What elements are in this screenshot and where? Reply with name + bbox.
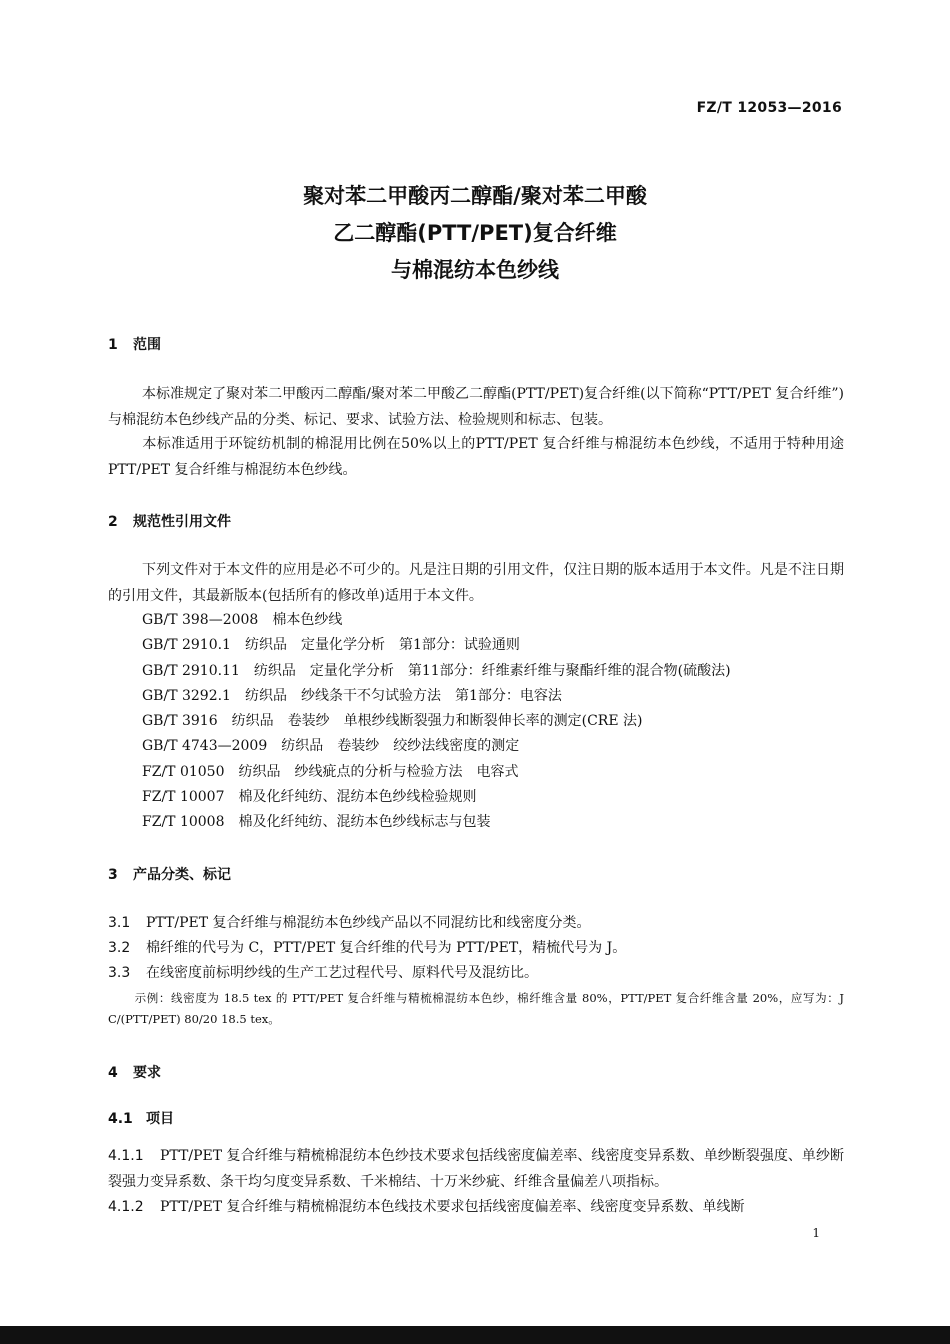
scan-edge-bar [0, 1326, 950, 1344]
clause-3-1: 3.1 PTT/PET 复合纤维与棉混纺本色纱线产品以不同混纺比和线密度分类。 [108, 915, 591, 931]
section-1-paragraph-1: 本标准规定了聚对苯二甲酸丙二醇酯/聚对苯二甲酸乙二醇酯(PTT/PET)复合纤维(以下简称“PTT/PET 复合纤维”)与棉混纺本色纱线产品的分类、标记、要求、试验方法、检验规则和标志、包装。 [108, 386, 844, 428]
section-3-heading: 3 产品分类、标记 [108, 867, 231, 883]
reference-item: GB/T 2910.1 纺织品 定量化学分析 第1部分：试验通则 [142, 637, 520, 654]
title-line-3: 与棉混纺本色纱线 [391, 258, 559, 282]
normative-reference-list [142, 608, 852, 836]
page-number: 1 [812, 1226, 820, 1240]
reference-item: FZ/T 10007 棉及化纤纯纺、混纺本色纱线检验规则 [142, 789, 477, 806]
title-line-1: 聚对苯二甲酸丙二醇酯/聚对苯二甲酸 [303, 184, 647, 208]
document-title [0, 178, 950, 289]
reference-item: FZ/T 01050 纺织品 纱线疵点的分析与检验方法 电容式 [142, 763, 519, 780]
reference-item: GB/T 3916 纺织品 卷装纱 单根纱线断裂强力和断裂伸长率的测定(CRE 法) [142, 713, 643, 730]
reference-item: GB/T 3292.1 纺织品 纱线条干不匀试验方法 第1部分：电容法 [142, 687, 562, 704]
clause-4-1-2: 4.1.2 PTT/PET 复合纤维与精梳棉混纺本色线技术要求包括线密度偏差率、线密度变异系数、单线断 [108, 1199, 745, 1215]
clause-3-2: 3.2 棉纤维的代号为 C，PTT/PET 复合纤维的代号为 PTT/PET，精梳代号为 J。 [108, 940, 627, 956]
section-4-heading: 4 要求 [108, 1065, 161, 1081]
section-1-paragraph-2: 本标准适用于环锭纺机制的棉混用比例在50%以上的PTT/PET 复合纤维与棉混纺本色纱线，不适用于特种用途 PTT/PET 复合纤维与棉混纺本色纱线。 [108, 436, 844, 478]
section-2-paragraph-1: 下列文件对于本文件的应用是必不可少的。凡是注日期的引用文件，仅注日期的版本适用于本文件。凡是不注日期的引用文件，其最新版本(包括所有的修改单)适用于本文件。 [108, 562, 844, 604]
subsection-4-1-heading: 4.1 项目 [108, 1111, 174, 1127]
example-note: 示例：线密度为 18.5 tex 的 PTT/PET 复合纤维与精梳棉混纺本色纱，棉纤维含量 80%，PTT/PET 复合纤维含量 20%，应写为：J C/(PTT/PET) 80/20 18.5 tex。 [108, 991, 844, 1026]
section-1-heading: 1 范围 [108, 337, 161, 353]
reference-item: GB/T 2910.11 纺织品 定量化学分析 第11部分：纤维素纤维与聚酯纤维的混合物(硫酸法) [142, 662, 731, 679]
section-2-heading: 2 规范性引用文件 [108, 514, 231, 530]
reference-item: GB/T 398—2008 棉本色纱线 [142, 612, 343, 628]
clause-3-3: 3.3 在线密度前标明纱线的生产工艺过程代号、原料代号及混纺比。 [108, 965, 538, 981]
title-line-2: 乙二醇酯(PTT/PET)复合纤维 [333, 221, 617, 245]
standard-code: FZ/T 12053—2016 [696, 100, 842, 116]
clause-4-1-1: 4.1.1 PTT/PET 复合纤维与精梳棉混纺本色纱技术要求包括线密度偏差率、线密度变异系数、单纱断裂强度、单纱断裂强力变异系数、条干均匀度变异系数、千米棉结、十万米纱疵、纤维含量偏差八项指标。 [108, 1148, 844, 1190]
reference-item: FZ/T 10008 棉及化纤纯纺、混纺本色纱线标志与包装 [142, 814, 491, 831]
reference-item: GB/T 4743—2009 纺织品 卷装纱 绞纱法线密度的测定 [142, 738, 520, 755]
